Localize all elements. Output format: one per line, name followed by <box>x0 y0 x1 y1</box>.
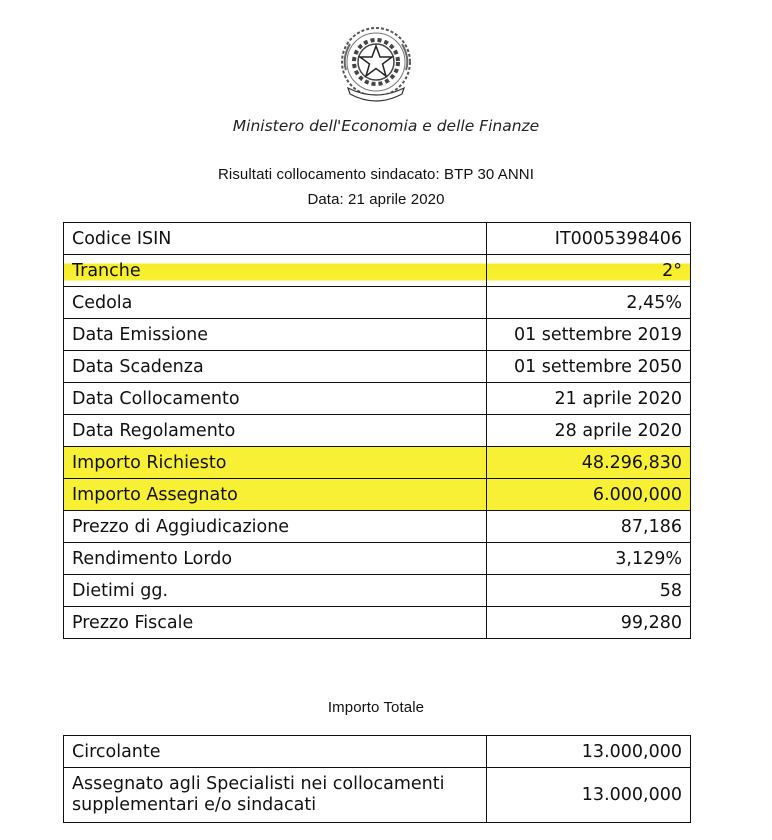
row-label: Cedola <box>64 287 487 319</box>
italian-republic-emblem-icon <box>336 22 416 106</box>
row-label: Tranche <box>64 255 487 287</box>
row-value: 58 <box>487 575 691 607</box>
document-title: Risultati collocamento sindacato: BTP 30 ANNI <box>217 166 535 183</box>
table-row <box>64 575 691 607</box>
row-value: 13.000,000 <box>487 768 691 823</box>
table-row <box>64 383 691 415</box>
row-value: 48.296,830 <box>487 447 691 479</box>
table-row <box>64 319 691 351</box>
row-label: Data Collocamento <box>64 383 487 415</box>
row-value: 2,45% <box>487 287 691 319</box>
row-value: 99,280 <box>487 607 691 639</box>
row-label: Data Emissione <box>64 319 487 351</box>
table-row <box>64 607 691 639</box>
table-row <box>64 223 691 255</box>
row-label: Importo Richiesto <box>64 447 487 479</box>
table-row <box>64 351 691 383</box>
row-label: Circolante <box>64 736 487 768</box>
row-label: Assegnato agli Specialisti nei collocamenti supplementari e/o sindacati <box>64 768 487 823</box>
row-value: 13.000,000 <box>487 736 691 768</box>
row-value: 87,186 <box>487 511 691 543</box>
ministry-name: Ministero dell'Economia e delle Finanze <box>232 117 540 135</box>
row-label: Data Regolamento <box>64 415 487 447</box>
total-section-title: Importo Totale <box>327 699 425 716</box>
row-value: IT0005398406 <box>487 223 691 255</box>
row-value: 28 aprile 2020 <box>487 415 691 447</box>
row-value: 2° <box>487 255 691 287</box>
table-row-highlighted <box>64 255 691 287</box>
table-row <box>64 768 691 823</box>
row-label: Dietimi gg. <box>64 575 487 607</box>
row-value: 3,129% <box>487 543 691 575</box>
document-date: Data: 21 aprile 2020 <box>307 191 445 208</box>
row-label: Codice ISIN <box>64 223 487 255</box>
row-label: Prezzo Fiscale <box>64 607 487 639</box>
row-label: Prezzo di Aggiudicazione <box>64 511 487 543</box>
total-amount-table <box>63 735 691 823</box>
row-value: 6.000,000 <box>487 479 691 511</box>
table-row <box>64 415 691 447</box>
table-row <box>64 511 691 543</box>
row-label: Data Scadenza <box>64 351 487 383</box>
table-row-highlighted <box>64 479 691 511</box>
row-label: Rendimento Lordo <box>64 543 487 575</box>
table-row <box>64 543 691 575</box>
table-row <box>64 287 691 319</box>
row-value: 01 settembre 2050 <box>487 351 691 383</box>
bond-details-table <box>63 222 691 639</box>
row-value: 01 settembre 2019 <box>487 319 691 351</box>
table-row-highlighted <box>64 447 691 479</box>
row-value: 21 aprile 2020 <box>487 383 691 415</box>
table-row <box>64 736 691 768</box>
row-label: Importo Assegnato <box>64 479 487 511</box>
